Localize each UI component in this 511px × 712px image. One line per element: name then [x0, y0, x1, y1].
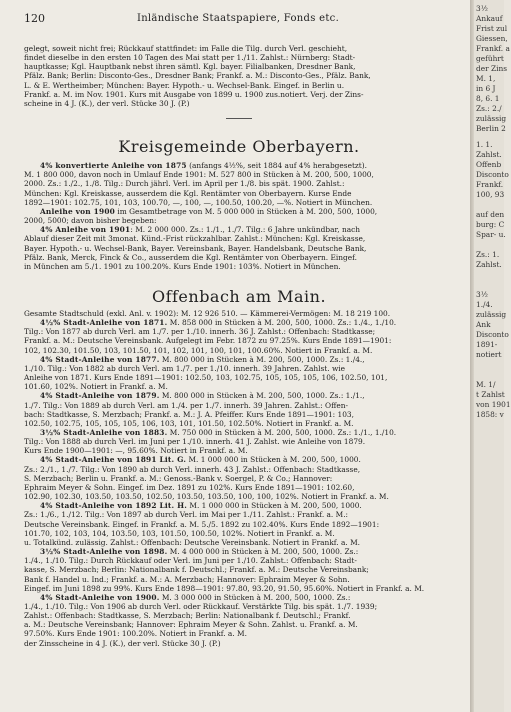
adjacent-page-fragment: Frankf. — [476, 180, 504, 189]
entry-anleihe-1900: Anleihe von 1900 im Gesamtbetrage von M. 5 000 000 in Stücken à M. 200, 500, 1000, 2000, 5000; davon bisher begeben: — [24, 206, 378, 226]
adjacent-page-fragment: 3½ — [476, 4, 488, 13]
adjacent-page-fragment: 1./4. — [476, 300, 493, 309]
adjacent-page-fragment: 1. 1. — [476, 140, 493, 149]
adjacent-page-fragment: Berlin 2 — [476, 124, 506, 133]
adjacent-page-fragment: 1858: v — [476, 410, 504, 419]
adjacent-page-fragment: auf den — [476, 210, 505, 219]
section-divider — [226, 118, 252, 119]
adjacent-page-fragment: Spar- u. — [476, 230, 506, 239]
entry-anleihe-1901: 4% Anleihe von 1901: M. 2 000 000. Zs.: 1./1., 1./7. Tilg.: 6 Jahre unkündbar, nach Ablauf dieser Zeit mit 3monat. Künd.-Frist rückzahlbar. Zahlst.: München: Kgl. Kreiskasse, Bayer. Hypoth.- u. Wechsel-Bank, Bayer. Vereinsbank, Bayer. Handelsbank, Deutsche Bank, Pfälz. Bank, Merck, Finck & Co., ausserdem die Kgl. Rentämter von Oberbayern. Eingef. in München am 5./1. 1901 zu 100.20%. Kurs Ende 1901: 103%. Notiert in München. — [24, 225, 367, 271]
section-title-offenbach: Offenbach am Main. — [151, 286, 327, 306]
entry-konvertierte-anleihe-1875: 4% konvertierte Anleihe von 1875 (anfangs 4½%, seit 1884 auf 4% herabgesetzt). M. 1 800 000, davon noch in Umlauf Ende 1901: M. 527 800 in Stücken à M. 200, 500, 1000, 2000. Zs.: 1./2., 1./8. Tilg.: Durch jährl. Verl. im April per 1./8. bis spät. 1900. Zahlst.: München: Kgl. Kreiskasse, ausserdem die Kgl. Rentämter von Oberbayern. Kurse Ende 1892—1901: 102.75, 101, 103, 100.70, —, 100, —, 100.50, 100.20, —%. Notiert in München. — [24, 161, 374, 207]
adjacent-page-fragment: von 1901 — [476, 400, 511, 409]
adjacent-page-fragment: Disconto — [476, 330, 509, 339]
adjacent-page-fragment: Offenb — [476, 160, 502, 169]
offenbach-entry: 4% Stadt-Anleihe von 1891 Lit. G. M. 1 000 000 in Stücken à M. 200, 500, 1000. Zs.: 2./1., 1./7. Tilg.: Von 1890 ab durch Verl. innerh. 43 J. Zahlst.: Offenbach: Stadtkasse, S. Merzbach; Berlin u. Frankf. a. M.: Genoss.-Bank v. Soergel, P. & Co.; Hannover: Ephraim Meyer & Sohn. Eingef. im Dez. 1891 zu 102%. Kurs Ende 1891—1901: 102.60, 102.90, 102.30, 103.50, 103.50, 102.50, 103.50, 103.50, 100, 100, 102%. Notiert in Frankf. a. M. — [24, 455, 389, 502]
adjacent-page-fragment: Zs.: 1. — [476, 250, 500, 259]
adjacent-page-fragment: notiert — [476, 350, 502, 359]
offenbach-entry: 4% Stadt-Anleihe von 1892 Lit. H. M. 1 000 000 in Stücken à M. 200, 500, 1000. Zs.: 1./6., 1./12. Tilg.: Von 1897 ab durch Verl. im Mai per 1./11. Zahlst.: Frankf. a. M.: Deutsche Vereinsbank. Eingef. in Frankf. a. M. 5./5. 1892 zu 102.40%. Kurs Ende 1892—1901: 101.70, 102, 103, 104, 103.50, 103, 101.50, 100.50, 102%. Notiert in Frankf. a. M. u. Totalkünd. zulässig. Zahlst.: Offenbach: Deutsche Vereinsbank. Notiert in Frankf. a. M. — [24, 501, 380, 547]
adjacent-page-fragment: burg: C — [476, 220, 505, 229]
offenbach-entry: 4% Stadt-Anleihe von 1879. M. 800 000 in Stücken à M. 200, 500, 1000. Zs.: 1./1., 1./7. Tilg.: Von 1889 ab durch Verl. am 1./4. per 1./7. innerh. 39 Jahren. Zahlst.: Offen- bach: Stadtkasse, S. Merzbach; Frankf. a. M.: J. A. Pfeiffer. Kurs Ende 1891—1901: 103, 102.50, 102.75, 105, 105, 105, 106, 103, 101, 101.50, 102.50%. Notiert in Frankf. a. M. — [24, 391, 365, 428]
intro-paragraph: gelegt, soweit nicht frei; Rückkauf stattfindet: im Falle die Tilg. durch Verl. geschieht, findet dieselbe in den ersten 10 Tagen des Mai statt per 1./11. Zahlst.: Nürnberg: Stadt- hauptkasse; Kgl. Hauptbank nebst ihren sämtl. Kgl. bayer. Filialbanken, Dresdner Bank, Pfälz. Bank; Berlin: Disconto-Ges., Dresdner Bank; Frankf. a. M.: Disconto-Ges., Pfälz. Bank, L. & E. Wertheimber; München: Bayer. Hypoth.- u. Wechsel-Bank. Eingef. in Berlin u. Frankf. a. M. im Nov. 1901. Kurs mit Ausgabe von 1899 u. 1900 zus.notiert. Verj. der Zins- scheine in 4 J. (K.), der verl. Stücke 30 J. (P.) — [24, 44, 371, 108]
adjacent-page-fragment: 100, 93 — [476, 190, 505, 199]
page-number: 120 — [24, 12, 45, 25]
adjacent-page-fragment: Ank — [476, 320, 491, 329]
adjacent-page-edge — [474, 0, 511, 712]
adjacent-page-fragment: in 6 J — [476, 84, 496, 93]
adjacent-page-fragment: Giessen, — [476, 34, 508, 43]
adjacent-page-fragment: Frist zul — [476, 24, 508, 33]
adjacent-page-fragment: Frankf. a — [476, 44, 510, 53]
adjacent-page-fragment: Disconto — [476, 170, 509, 179]
adjacent-page-fragment: Ankauf — [476, 14, 503, 23]
offenbach-entry: 4% Stadt-Anleihe von 1877. M. 800 000 in Stücken à M. 200, 500, 1000. Zs.: 1./4., 1./10. Tilg.: Von 1882 ab durch Verl. am 1./7. per 1./10. innerh. 39 Jahren. Zahlst. wie Anleihe von 1871. Kurs Ende 1891—1901: 102.50, 103, 102.75, 105, 105, 105, 106, 102.50, 101, 101.60, 102%. Notiert in Frankf. a. M. — [24, 354, 388, 392]
adjacent-page-fragment: M. 1, — [476, 74, 496, 83]
offenbach-entry: 4½% Stadt-Anleihe von 1871. M. 858 000 in Stücken à M. 200, 500, 1000. Zs.: 1./4., 1./10. Tilg.: Von 1877 ab durch Verl. am 1./7. per 1./10. innerh. 36 J. Zahlst.: Offenbach: Stadtkasse; Frankf. a. M.: Deutsche Vereinsbank. Aufgelegt im Febr. 1872 zu 97.25%. Kurs Ende 1891—1901: 102, 102.30, 101.50, 103, 101.50, 101, 102, 101, 100, 101, 100.60%. Notiert in Frankf. a. M. — [24, 318, 397, 355]
offenbach-entries — [24, 318, 454, 648]
adjacent-page-fragment: 1891- — [476, 340, 498, 349]
offenbach-entry: 3½% Stadt-Anleihe von 1883. M. 750 000 in Stücken à M. 200, 500, 1000. Zs.: 1./1., 1./10. Tilg.: Von 1888 ab durch Verl. im Juni per 1./10. innerh. 41 J. Zahlst. wie Anleihe von 1879. Kurs Ende 1900—1901: —, 95.60%. Notiert in Frankf. a. M. — [24, 428, 397, 456]
adjacent-page-fragment: der Zins — [476, 64, 508, 73]
adjacent-page-fragment: t Zahlst — [476, 390, 505, 399]
adjacent-page-fragment: Zahlst. — [476, 150, 502, 159]
adjacent-page-fragment: Zs.: 2./ — [476, 104, 502, 113]
adjacent-page-fragment: geführt — [476, 54, 504, 63]
offenbach-summary: Gesamte Stadtschuld (exkl. Anl. v. 1902): M. 12 926 510. — Kämmerei-Vermögen: M. 18 219 100. — [24, 308, 391, 318]
adjacent-page-fragment: zulässig — [476, 114, 507, 123]
section-title-oberbayern: Kreisgemeinde Oberbayern. — [118, 137, 360, 157]
adjacent-page-fragment: 3½ — [476, 290, 488, 299]
page-body — [24, 44, 454, 648]
page-header — [24, 12, 452, 26]
adjacent-page-fragment: 8, 6. 1 — [476, 94, 500, 103]
offenbach-entry: 4% Stadt-Anleihe von 1900. M. 3 000 000 in Stücken à M. 200, 500, 1000. Zs.: 1./4., 1./10. Tilg.: Von 1906 ab durch Verl. oder Rückkauf. Verstärkte Tilg. bis spät. 1./7. 1939; Zahlst.: Offenbach: Stadtkasse, S. Merzbach; Berlin: Nationalbank f. Deutschl.; Frankf. a. M.: Deutsche Vereinsbank; Hannover: Ephraim Meyer & Sohn. Zahlst. u. Frankf. a. M. 97.50%. Kurs Ende 1901: 100.20%. Notiert in Frankf. a. M. der Zinsscheine in 4 J. (K.), der verl. Stücke 30 J. (P.) — [24, 592, 378, 648]
adjacent-page-fragment: Zahlst. — [476, 260, 502, 269]
offenbach-entry: 3½% Stadt-Anleihe von 1898. M. 4 000 000 in Stücken à M. 200, 500, 1000. Zs.: 1./4., 1./10. Tilg.: Durch Rückkauf oder Verl. im Juni per 1./10. Zahlst.: Offenbach: Stadt- kasse, S. Merzbach; Berlin: Nationalbank f. Deutschl.; Frankf. a. M.: Deutsche Vereinsbank; Bank f. Handel u. Ind.; Frankf. a. M.: A. Merzbach; Hannover: Ephraim Meyer & Sohn. Eingef. im Juni 1898 zu 99%. Kurs Ende 1898—1901: 97.80, 93.20, 91.50, 95.60%. Notiert in Frankf. a. M. — [24, 547, 425, 593]
adjacent-page-fragment: zulässig — [476, 310, 507, 319]
adjacent-page-fragment: M. 1/ — [476, 380, 496, 389]
running-title: Inländische Staatspapiere, Fonds etc. — [136, 13, 340, 24]
